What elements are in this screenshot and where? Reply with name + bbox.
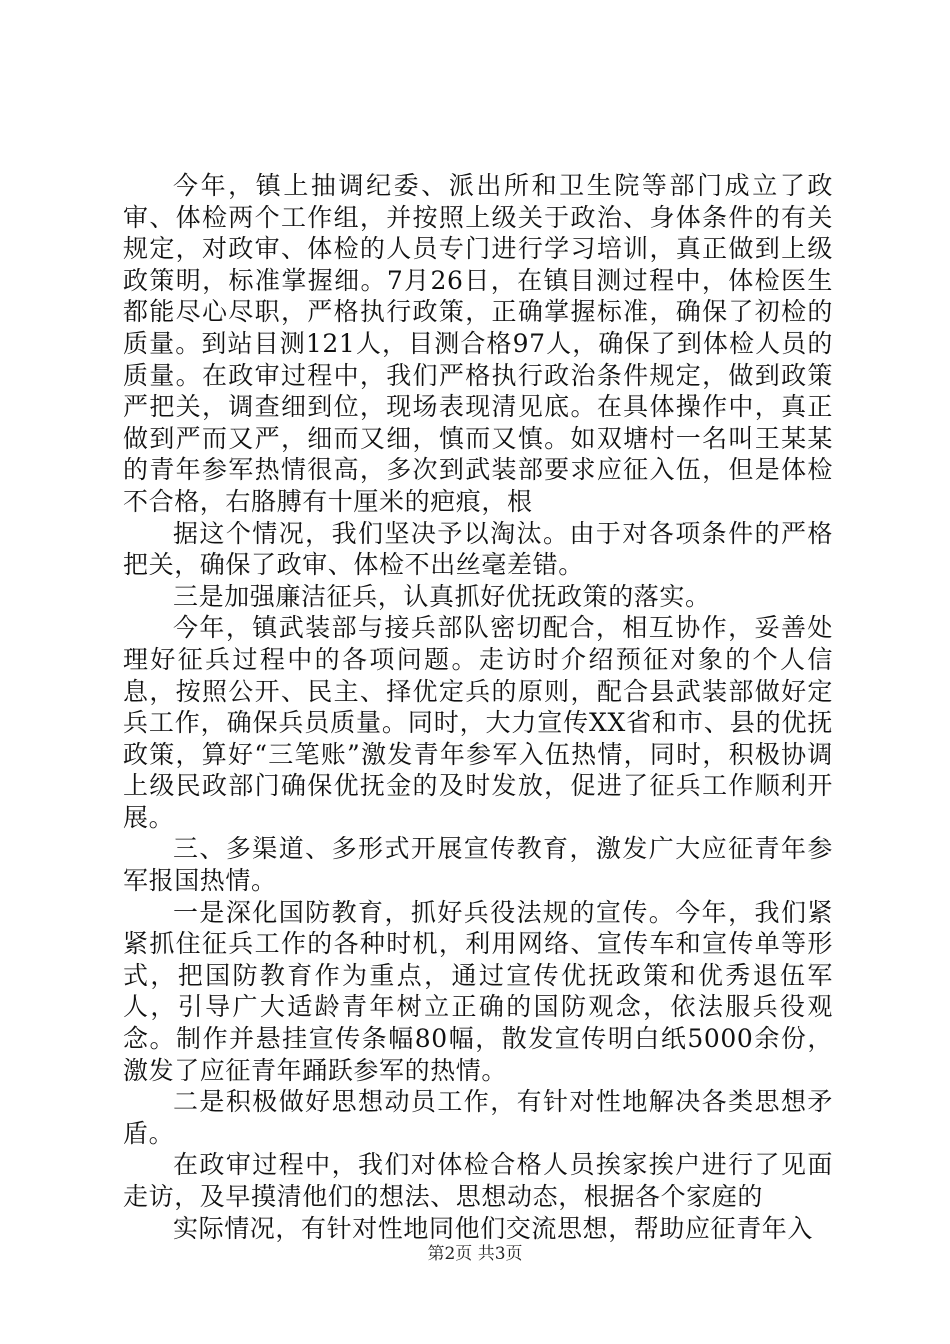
paragraph-mobilization-heading: 二是积极做好思想动员工作，有针对性地解决各类思想矛盾。: [123, 1087, 833, 1148]
paragraph-political-review: 今年，镇上抽调纪委、派出所和卫生院等部门成立了政审、体检两个工作组，并按照上级关于政治、身体条件的有关规定，对政审、体检的人员专门进行学习培训，真正做到上级政策明，标准掌握细。7月26日，在镇目测过程中，体检医生都能尽心尽职，严格执行政策，正确掌握标准，确保了初检的质量。到站目测121人，目测合格97人，确保了到体检人员的质量。在政审过程中，我们严格执行政治条件规定，做到政策严把关，调查细到位，现场表现清见底。在具体操作中，真正做到严而又严，细而又细，慎而又慎。如双塘村一名叫王某某的青年参军热情很高，多次到武装部要求应征入伍，但是体检不合格，右胳膊有十厘米的疤痕，根: [123, 171, 833, 516]
paragraph-defense-education: 一是深化国防教育，抓好兵役法规的宣传。今年，我们紧紧抓住征兵工作的各种时机，利用网络、宣传车和宣传单等形式，把国防教育作为重点，通过宣传优抚政策和优秀退伍军人，引导广大适龄青年树立正确的国防观念，依法服兵役观念。制作并悬挂宣传条幅80幅，散发宣传明白纸5000余份，激发了应征青年踊跃参军的热情。: [123, 897, 833, 1085]
page-number-footer: 第2页 共3页: [427, 1244, 523, 1264]
paragraph-section-three-heading: 三、多渠道、多形式开展宣传教育，激发广大应征青年参军报国热情。: [123, 834, 833, 896]
document-body: [123, 170, 833, 1244]
paragraph-communication: 实际情况，有针对性地同他们交流思想，帮助应征青年入: [173, 1213, 814, 1243]
paragraph-home-visits: 在政审过程中，我们对体检合格人员挨家挨户进行了见面走访，及早摸清他们的想法、思想动态，根据各个家庭的: [123, 1150, 833, 1211]
paragraph-elimination: 据这个情况，我们坚决予以淘汰。由于对各项条件的严格把关，确保了政审、体检不出丝毫差错。: [123, 518, 833, 580]
paragraph-clean-recruitment-heading: 三是加强廉洁征兵，认真抓好优抚政策的落实。: [173, 581, 711, 611]
paragraph-cooperation: 今年，镇武装部与接兵部队密切配合，相互协作，妥善处理好征兵过程中的各项问题。走访时介绍预征对象的个人信息，按照公开、民主、择优定兵的原则，配合县武装部做好定兵工作，确保兵员质量。同时，大力宣传XX省和市、县的优抚政策，算好“三笔账”激发青年参军入伍热情，同时，积极协调上级民政部门确保优抚金的及时发放，促进了征兵工作顺利开展。: [123, 613, 833, 832]
